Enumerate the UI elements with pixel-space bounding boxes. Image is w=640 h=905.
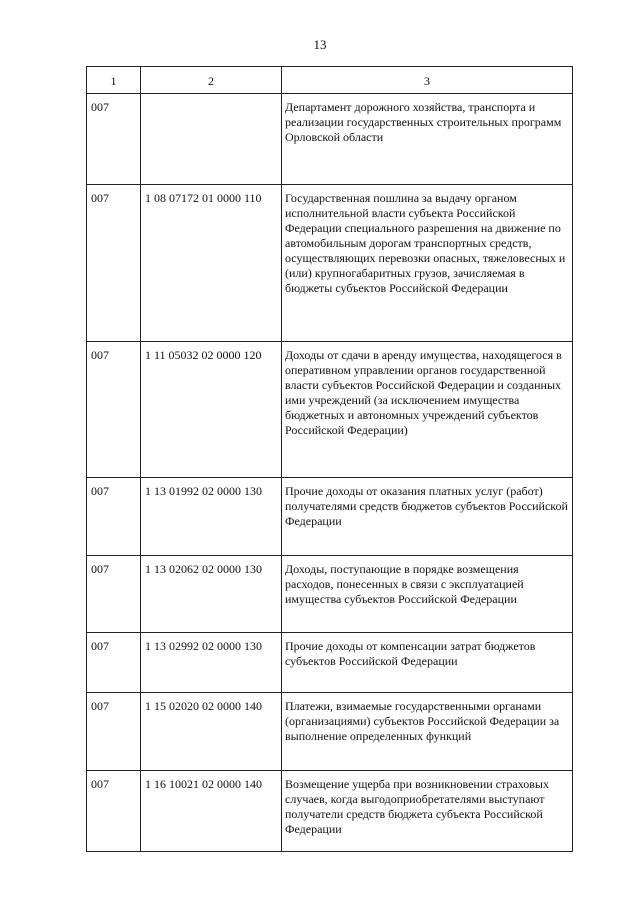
description-cell: Прочие доходы от оказания платных услуг (работ) получателями средств бюджетов субъектов Российской Федерации — [282, 478, 573, 556]
income-code-cell: 1 16 10021 02 0000 140 — [141, 771, 282, 852]
admin-code-cell: 007 — [87, 556, 141, 633]
income-code-cell — [141, 94, 282, 185]
income-code-cell: 1 11 05032 02 0000 120 — [141, 342, 282, 478]
description-cell: Доходы, поступающие в порядке возмещения расходов, понесенных в связи с эксплуатацией имущества субъектов Российской Федерации — [282, 556, 573, 633]
description-cell: Возмещение ущерба при возникновении страховых случаев, когда выгодоприобретателями выступают получатели средств бюджета субъекта Российской Федерации — [282, 771, 573, 852]
table-row — [87, 556, 573, 633]
table-row — [87, 693, 573, 771]
description-cell: Платежи, взимаемые государственными органами (организациями) субъектов Российской Федерации за выполнение определенных функций — [282, 693, 573, 771]
description-cell: Доходы от сдачи в аренду имущества, находящегося в оперативном управлении органов государственной власти субъектов Российской Федерации и созданных ими учреждений (за исключением имущества бюджетных и автономных учреждений субъектов Российской Федерации) — [282, 342, 573, 478]
admin-code-cell: 007 — [87, 478, 141, 556]
admin-code-cell: 007 — [87, 185, 141, 342]
column-header-1: 1 — [87, 67, 141, 94]
income-code-cell: 1 13 02062 02 0000 130 — [141, 556, 282, 633]
column-header-3: 3 — [282, 67, 573, 94]
table-row — [87, 771, 573, 852]
income-code-cell: 1 13 02992 02 0000 130 — [141, 633, 282, 693]
admin-code-cell: 007 — [87, 771, 141, 852]
income-code-cell: 1 15 02020 02 0000 140 — [141, 693, 282, 771]
page-number: 13 — [313, 37, 327, 52]
table-row — [87, 185, 573, 342]
table-row — [87, 94, 573, 185]
admin-code-cell: 007 — [87, 693, 141, 771]
column-header-2: 2 — [141, 67, 282, 94]
table-row — [87, 478, 573, 556]
description-cell: Государственная пошлина за выдачу органом исполнительной власти субъекта Российской Федерации специального разрешения на движение по автомобильным дорогам транспортных средств, осуществляющих перевозки опасных, тяжеловесных и (или) крупногабаритных грузов, зачисляемая в бюджеты субъектов Российской Федерации — [282, 185, 573, 342]
income-code-cell: 1 13 01992 02 0000 130 — [141, 478, 282, 556]
admin-code-cell: 007 — [87, 633, 141, 693]
description-cell: Департамент дорожного хозяйства, транспорта и реализации государственных строительных программ Орловской области — [282, 94, 573, 185]
description-cell: Прочие доходы от компенсации затрат бюджетов субъектов Российской Федерации — [282, 633, 573, 693]
table-row — [87, 633, 573, 693]
income-code-cell: 1 08 07172 01 0000 110 — [141, 185, 282, 342]
table-header-row — [87, 67, 573, 94]
income-codes-table — [86, 66, 573, 852]
table-row — [87, 342, 573, 478]
admin-code-cell: 007 — [87, 342, 141, 478]
admin-code-cell: 007 — [87, 94, 141, 185]
